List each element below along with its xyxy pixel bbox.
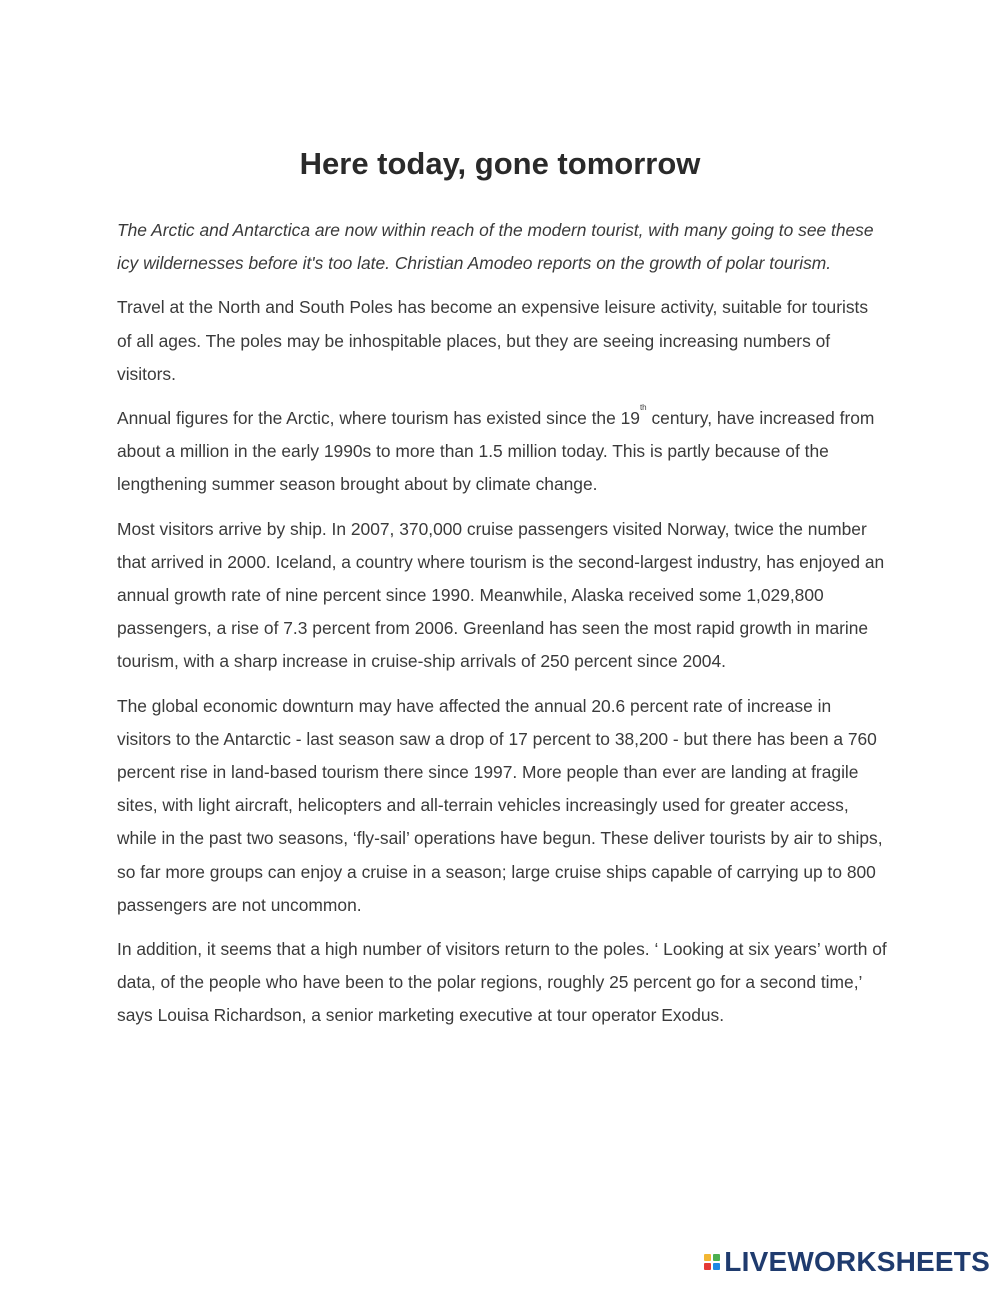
logo-square-icon	[713, 1254, 720, 1261]
logo-mark-icon	[704, 1254, 720, 1270]
paragraph-4: The global economic downturn may have affected the annual 20.6 percent rate of increase in visitors to the Antarctic - last season saw a drop of 17 percent to 38,200 - but there has been a 760 percent rise in land-based tourism there since 1997. More people than ever are landing at fragile sites, with light aircraft, helicopters and all-terrain vehicles increasingly used for greater access, while in the past two seasons, ‘fly-sail’ operations have begun. These deliver tourists by air to ships, so far more groups can enjoy a cruise in a season; large cruise ships capable of carrying up to 800 passengers are not uncommon.	[117, 695, 883, 915]
logo-text: LIVEWORKSHEETS	[724, 1246, 990, 1277]
paragraph-2	[117, 402, 887, 502]
paragraph-5: In addition, it seems that a high number of visitors return to the poles. ‘ Looking at six years’ worth of data, of the people who have been to the polar regions, roughly 25 percent go for a second time,’ says Louisa Richardson, a senior marketing executive at tour operator Exodus.	[117, 939, 887, 1026]
article-body	[117, 214, 887, 1044]
paragraph-1: Travel at the North and South Poles has become an expensive leisure activity, suitable for tourists of all ages. The poles may be inhospitable places, but they are seeing increasing numbers of visitors.	[117, 297, 869, 384]
page-title: Here today, gone tomorrow	[299, 146, 701, 181]
ordinal-suffix: th	[639, 403, 647, 413]
article-intro: The Arctic and Antarctica are now within reach of the modern tourist, with many going to see these icy wildernesses before it's too late. Christian Amodeo reports on the growth of polar tourism.	[117, 220, 874, 274]
logo-square-icon	[704, 1263, 711, 1270]
paragraph-2-text-end: century, have increased from about a million in the early 1990s to more than 1.5 million today. This is partly because of the lengthening summer season brought about by climate change.	[117, 408, 875, 495]
logo-square-icon	[704, 1254, 711, 1261]
paragraph-2-text-start: Annual figures for the Arctic, where tourism has existed since the 19	[117, 408, 640, 429]
paragraph-3: Most visitors arrive by ship. In 2007, 370,000 cruise passengers visited Norway, twice the number that arrived in 2000. Iceland, a country where tourism is the second-largest industry, has enjoyed an annual growth rate of nine percent since 1990. Meanwhile, Alaska received some 1,029,800 passengers, a rise of 7.3 percent from 2006. Greenland has seen the most rapid growth in marine tourism, with a sharp increase in cruise-ship arrivals of 250 percent since 2004.	[117, 518, 885, 672]
liveworksheets-logo[interactable]	[704, 1248, 990, 1276]
logo-square-icon	[713, 1263, 720, 1270]
